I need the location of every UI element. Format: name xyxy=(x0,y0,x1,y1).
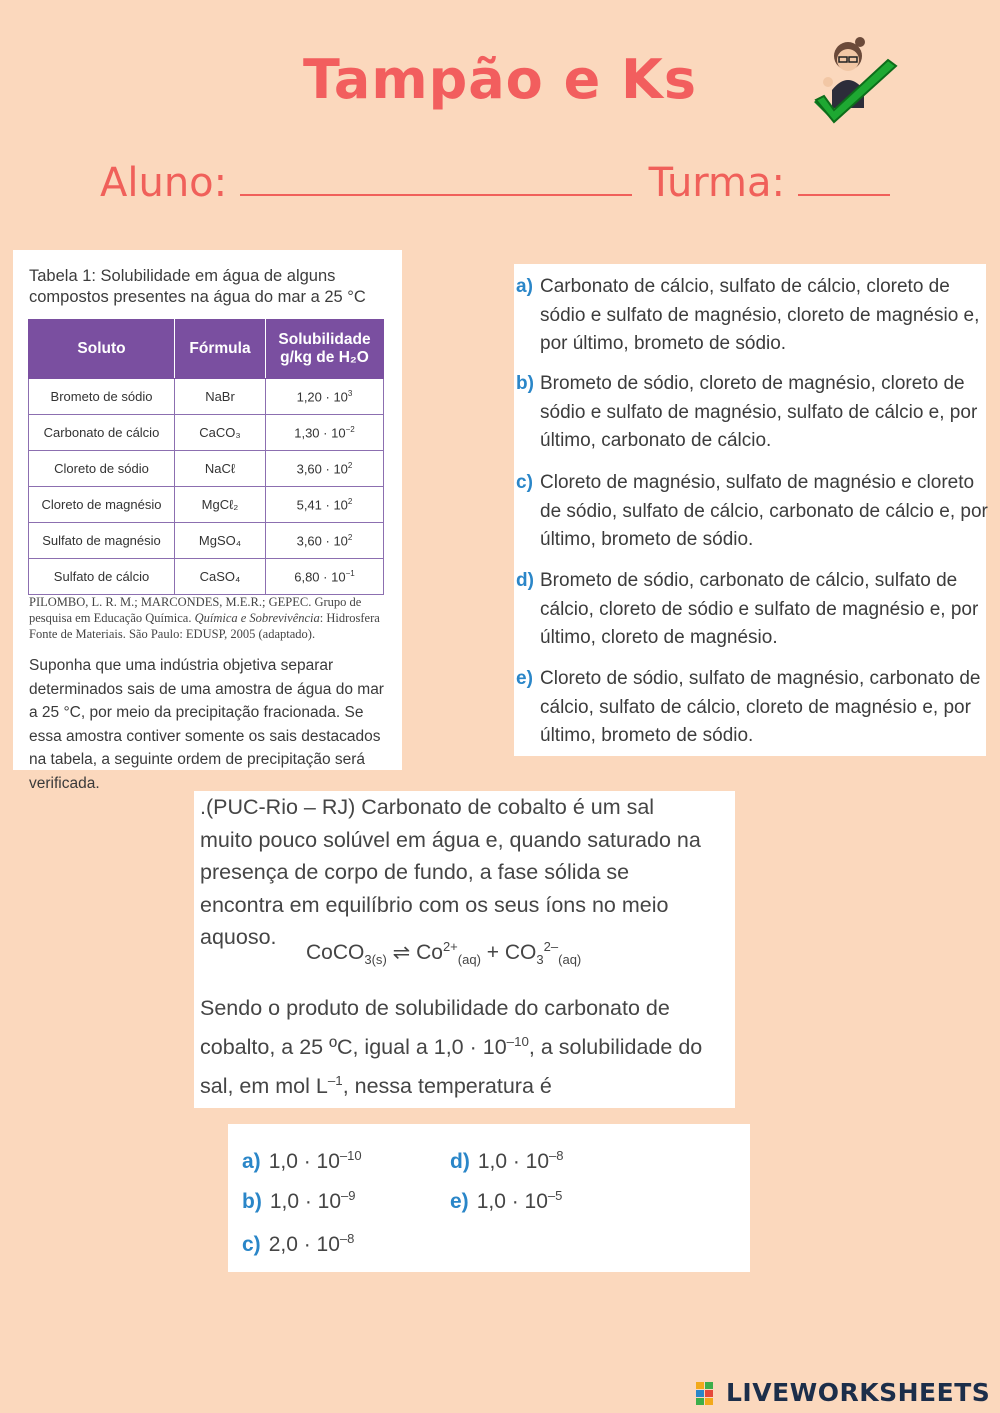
solubility-table-panel xyxy=(13,250,402,792)
question1-options-panel xyxy=(514,264,986,756)
header-formula: Fórmula xyxy=(175,320,266,379)
cell-solute: Cloreto de sódio xyxy=(29,451,175,487)
question2-answers-panel xyxy=(228,1124,750,1272)
page-title: Tampão e Ks xyxy=(303,48,697,111)
answer-a[interactable]: a) $1,0 \cdot 10^{-10}$ xyxy=(242,1148,362,1173)
student-line xyxy=(100,158,894,206)
cell-solute: Cloreto de magnésio xyxy=(29,487,175,523)
table-row xyxy=(29,415,384,451)
cell-formula: CaCO₃ xyxy=(175,415,266,451)
class-label: Turma: xyxy=(648,160,785,206)
table-row xyxy=(29,379,384,415)
table-row xyxy=(29,523,384,559)
cell-solubility: $1,20 \cdot 10^3$ xyxy=(266,379,384,415)
cell-solubility: $3,60 \cdot 10^2$ xyxy=(266,451,384,487)
question2-panel xyxy=(194,791,735,1108)
cell-formula: CaSO₄ xyxy=(175,559,266,595)
header-solubility: Solubilidade g/kg de H₂O xyxy=(266,320,384,379)
option-d[interactable]: d) Brometo de sódio, carbonato de cálcio, sulfato de cálcio, cloreto de sódio e sulfato de magnésio e, por último, cloreto de magnésio. xyxy=(516,570,979,648)
cell-formula: NaBr xyxy=(175,379,266,415)
header-solute: Soluto xyxy=(29,320,175,379)
cell-formula: NaCℓ xyxy=(175,451,266,487)
brand-text: LIVEWORKSHEETS xyxy=(726,1378,991,1407)
option-e[interactable]: e) Cloreto de sódio, sulfato de magnésio, carbonato de cálcio, sulfato de cálcio, cloreto de magnésio e, por último, brometo de sódio. xyxy=(516,668,981,746)
cell-solute: Sulfato de magnésio xyxy=(29,523,175,559)
table-source: PILOMBO, L. R. M.; MARCONDES, M.E.R.; GEPEC. Grupo de pesquisa em Educação Química. Química e Sobrevivência: Hidrosfera Fonte de Materiais. São Paulo: EDUSP, 2005 (adaptado). xyxy=(29,595,380,641)
cell-solubility: $1,30 \cdot 10^{-2}$ xyxy=(266,415,384,451)
question1-text: Suponha que uma indústria objetiva separar determinados sais de uma amostra de água do mar a 25 °C, por meio da precipitação fracionada. Se essa amostra contiver somente os sais destacados na tabela, a seguinte ordem de precipitação será verificada. xyxy=(29,657,384,792)
table-row xyxy=(29,487,384,523)
solubility-table xyxy=(28,319,384,595)
answer-d[interactable]: d) $1,0 \cdot 10^{-8}$ xyxy=(450,1148,564,1173)
brand-footer xyxy=(696,1376,996,1410)
table-caption: Tabela 1: Solubilidade em água de alguns compostos presentes na água do mar a 25 °C xyxy=(29,267,366,306)
answer-e[interactable]: e) $1,0 \cdot 10^{-5}$ xyxy=(450,1188,563,1213)
option-c[interactable]: c) Cloreto de magnésio, sulfato de magnésio e cloreto de sódio, sulfato de cálcio, carbonato de cálcio e, por último, brometo de sódio. xyxy=(516,472,988,550)
cell-solute: Carbonato de cálcio xyxy=(29,415,175,451)
cell-solute: Brometo de sódio xyxy=(29,379,175,415)
answer-c[interactable]: c) $2,0 \cdot 10^{-8}$ xyxy=(242,1231,355,1256)
table-row xyxy=(29,559,384,595)
cell-solubility: $6,80 \cdot 10^{-1}$ xyxy=(266,559,384,595)
option-b[interactable]: b) Brometo de sódio, cloreto de magnésio, cloreto de sódio e sulfato de magnésio, sulfato de cálcio e, por último, carbonato de cálcio. xyxy=(516,373,978,451)
cell-formula: MgCℓ₂ xyxy=(175,487,266,523)
cell-solute: Sulfato de cálcio xyxy=(29,559,175,595)
student-name-label: Aluno: xyxy=(100,160,228,206)
liveworksheets-logo-icon xyxy=(696,1382,722,1406)
cell-solubility: $5,41 \cdot 10^2$ xyxy=(266,487,384,523)
cell-formula: MgSO₄ xyxy=(175,523,266,559)
question2-intro: .(PUC-Rio – RJ) Carbonato de cobalto é um sal muito pouco solúvel em água e, quando saturado na presença de corpo de fundo, a fase sólida se encontra em equilíbrio com os seus íons no meio aquoso. xyxy=(200,795,701,949)
cell-solubility: $3,60 \cdot 10^2$ xyxy=(266,523,384,559)
student-name-field[interactable] xyxy=(240,158,632,196)
option-a[interactable]: a) Carbonato de cálcio, sulfato de cálcio, cloreto de sódio e sulfato de magnésio, cloreto de magnésio e, por último, brometo de sódio. xyxy=(516,276,980,354)
question2-text: Sendo o produto de solubilidade do carbonato de cobalto, a 25 ºC, igual a $1,0 \cdot 10^{-10}$, a solubilidade do sal, em mol $L^{-1}$, nessa temperatura é xyxy=(200,996,703,1099)
table-row xyxy=(29,451,384,487)
avatar-checkmark-icon xyxy=(806,30,906,140)
class-field[interactable] xyxy=(798,158,890,196)
equilibrium-equation: CoCO$_{3(s)}$ ⇌ $Co^{2+}_{(aq)} + CO_3^{2-}_{(aq)}$ xyxy=(306,939,582,968)
answer-b[interactable]: b) $1,0 \cdot 10^{-9}$ xyxy=(242,1188,356,1213)
